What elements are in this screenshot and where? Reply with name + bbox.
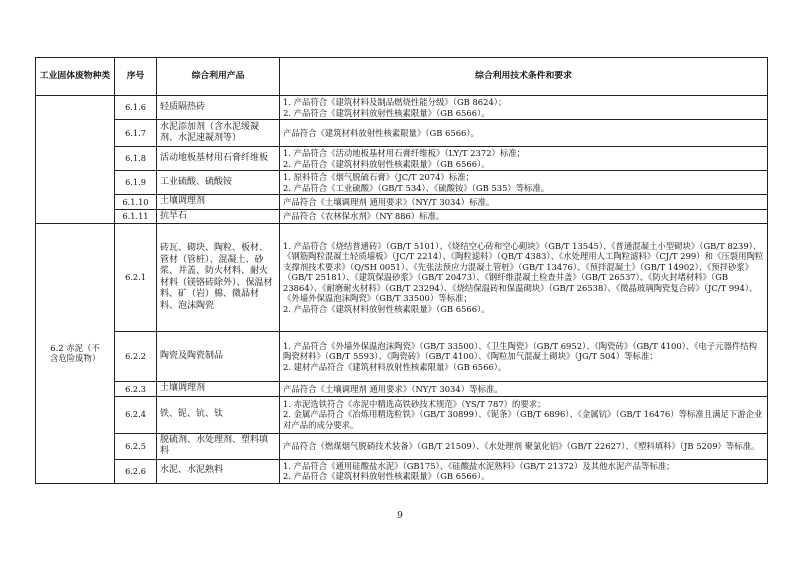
document-page bbox=[35, 57, 767, 484]
row-product: 抗旱石 bbox=[157, 209, 280, 224]
table-row bbox=[36, 224, 768, 332]
row-requirements: 1. 赤泥选铁符合《赤泥中精选高铁砂技术规范》（YS/T 787）的要求； 2. 金属产品符合《冶炼用精选粒铁》（GB/T 30899）、《铌条》（GB/T 6896）、《金属钪》（GB/T 16476）等标准且满足下游企业对产品的成分要求。 bbox=[280, 396, 768, 433]
table-header-row bbox=[36, 58, 768, 96]
table-row bbox=[36, 209, 768, 224]
row-number: 6.2.5 bbox=[115, 433, 157, 459]
row-requirements: 1. 产品符合《外墙外保温泡沫陶瓷》（GB/T 33500）、《卫生陶瓷》（GB/T 6952）、《陶瓷砖》（GB/T 4100）、《电子元器件结构陶瓷材料》（GB/T 5593）、《陶瓷砖》（GB/T 4100）、《陶粒加气混凝土砌块》（JG/T 504）等标准； 2. 建材产品符合《建筑材料放射性核素限量》（GB 6566）。 bbox=[280, 332, 768, 382]
row-requirements: 产品符合《农林保水剂》（NY 886）标准。 bbox=[280, 209, 768, 224]
row-number: 6.2.4 bbox=[115, 396, 157, 433]
header-serial-number: 序号 bbox=[115, 58, 157, 96]
row-requirements: 产品符合《土壤调理剂 通用要求》（NY/T 3034）标准。 bbox=[280, 195, 768, 210]
row-product: 砖瓦、砌块、陶粒、板材、管材（管桩）、混凝土、砂浆、井盖、防火材料、耐火材料（镁铬砖除外）、保温材料、矿（岩）棉、微晶材料、泡沫陶瓷 bbox=[157, 224, 280, 332]
table-row bbox=[36, 396, 768, 433]
row-number: 6.2.2 bbox=[115, 332, 157, 382]
row-product: 水泥添加剂（含水泥缓凝剂、水泥速凝剂等） bbox=[157, 120, 280, 147]
table-row bbox=[36, 147, 768, 171]
row-number: 6.1.8 bbox=[115, 147, 157, 171]
row-requirements: 1. 产品符合《活动地板基材用石膏纤维板》（LY/T 2372）标准； 2. 产品符合《建筑材料放射性核素限量》（GB 6566）。 bbox=[280, 147, 768, 171]
row-number: 6.1.9 bbox=[115, 171, 157, 195]
row-number: 6.1.11 bbox=[115, 209, 157, 224]
category-cell-continued bbox=[36, 96, 115, 224]
row-product: 陶瓷及陶瓷制品 bbox=[157, 332, 280, 382]
row-product: 脱硫剂、水处理剂、塑料填料 bbox=[157, 433, 280, 459]
row-number: 6.2.6 bbox=[115, 459, 157, 483]
table-row bbox=[36, 195, 768, 210]
row-requirements: 产品符合《土壤调理剂 通用要求》（NY/T 3034）等标准。 bbox=[280, 382, 768, 397]
row-number: 6.1.10 bbox=[115, 195, 157, 210]
row-requirements: 1. 产品符合《建筑材料及制品燃烧性能分级》（GB 8624）； 2. 产品符合《建筑材料放射性核素限量》（GB 6566）。 bbox=[280, 96, 768, 120]
row-number: 6.2.3 bbox=[115, 382, 157, 397]
row-product: 活动地板基材用石膏纤维板 bbox=[157, 147, 280, 171]
table-row bbox=[36, 96, 768, 120]
row-requirements: 1. 产品符合《通用硅酸盐水泥》（GB175）、《硅酸盐水泥熟料》（GB/T 21372）及其他水泥产品等标准； 2. 产品符合《建筑材料放射性核素限量》（GB 6566）。 bbox=[280, 459, 768, 483]
table-row bbox=[36, 171, 768, 195]
row-number: 6.2.1 bbox=[115, 224, 157, 332]
row-requirements: 产品符合《燃煤烟气脱硝技术装备》（GB/T 21509）、《水处理剂 聚氯化铝》（GB/T 22627）、《塑料填料》（JB 5209）等标准。 bbox=[280, 433, 768, 459]
table-row bbox=[36, 382, 768, 397]
row-requirements: 1. 产品符合《烧结普通砖》（GB/T 5101）、《烧结空心砖和空心砌块》（GB/T 13545）、《普通混凝土小型砌块》（GB/T 8239）、《钢筋陶粒混凝土轻质墙板》（JC/T 2214）、《陶粒滤料》（QB/T 4383）、《水处理用人工陶粒滤料》（CJ/T 299）和《压裂用陶粒支撑剂技术要求》（Q/SH 0051）、《先张法预应力混凝土管桩》（GB/T 13476）、《预拌混凝土》（GB/T 14902）、《预拌砂浆》（GB/T 25181）、《建筑保温砂浆》（GB/T 20473）、《钢纤维混凝土检查井盖》（GB/T 26537）、《防火封堵材料》（GB 23864）、《耐磨耐火材料》（GB/T 23294）、《烧结保温砖和保温砌块》（GB/T 26538）、《微晶玻璃陶瓷复合砖》（JC/T 994）、《外墙外保温泡沫陶瓷》（GB/T 33500）等标准； 2. 产品符合《建筑材料放射性核素限量》（GB 6566）。 bbox=[280, 224, 768, 332]
row-number: 6.1.6 bbox=[115, 96, 157, 120]
page-number: 9 bbox=[397, 511, 403, 521]
table-row bbox=[36, 459, 768, 483]
row-product: 水泥、水泥熟料 bbox=[157, 459, 280, 483]
header-waste-type: 工业固体废物种类 bbox=[36, 58, 115, 96]
utilization-table bbox=[35, 57, 768, 484]
table-row bbox=[36, 332, 768, 382]
row-product: 工业硫酸、硫酸铵 bbox=[157, 171, 280, 195]
row-requirements: 1. 原料符合《烟气脱硫石膏》（JC/T 2074）标准； 2. 产品符合《工业硫酸》（GB/T 534）、《硫酸铵》（GB 535）等标准。 bbox=[280, 171, 768, 195]
row-product: 铁、铌、钪、钛 bbox=[157, 396, 280, 433]
header-requirements: 综合利用技术条件和要求 bbox=[280, 58, 768, 96]
row-product: 轻质隔热砖 bbox=[157, 96, 280, 120]
row-product: 土壤调理剂 bbox=[157, 195, 280, 210]
row-number: 6.1.7 bbox=[115, 120, 157, 147]
table-row bbox=[36, 433, 768, 459]
row-requirements: 产品符合《建筑材料放射性核素限量》（GB 6566）。 bbox=[280, 120, 768, 147]
category-red-mud: 6.2 赤泥（不含危险废物） bbox=[36, 224, 115, 484]
header-product: 综合利用产品 bbox=[157, 58, 280, 96]
table-row bbox=[36, 120, 768, 147]
row-product: 土壤调理剂 bbox=[157, 382, 280, 397]
